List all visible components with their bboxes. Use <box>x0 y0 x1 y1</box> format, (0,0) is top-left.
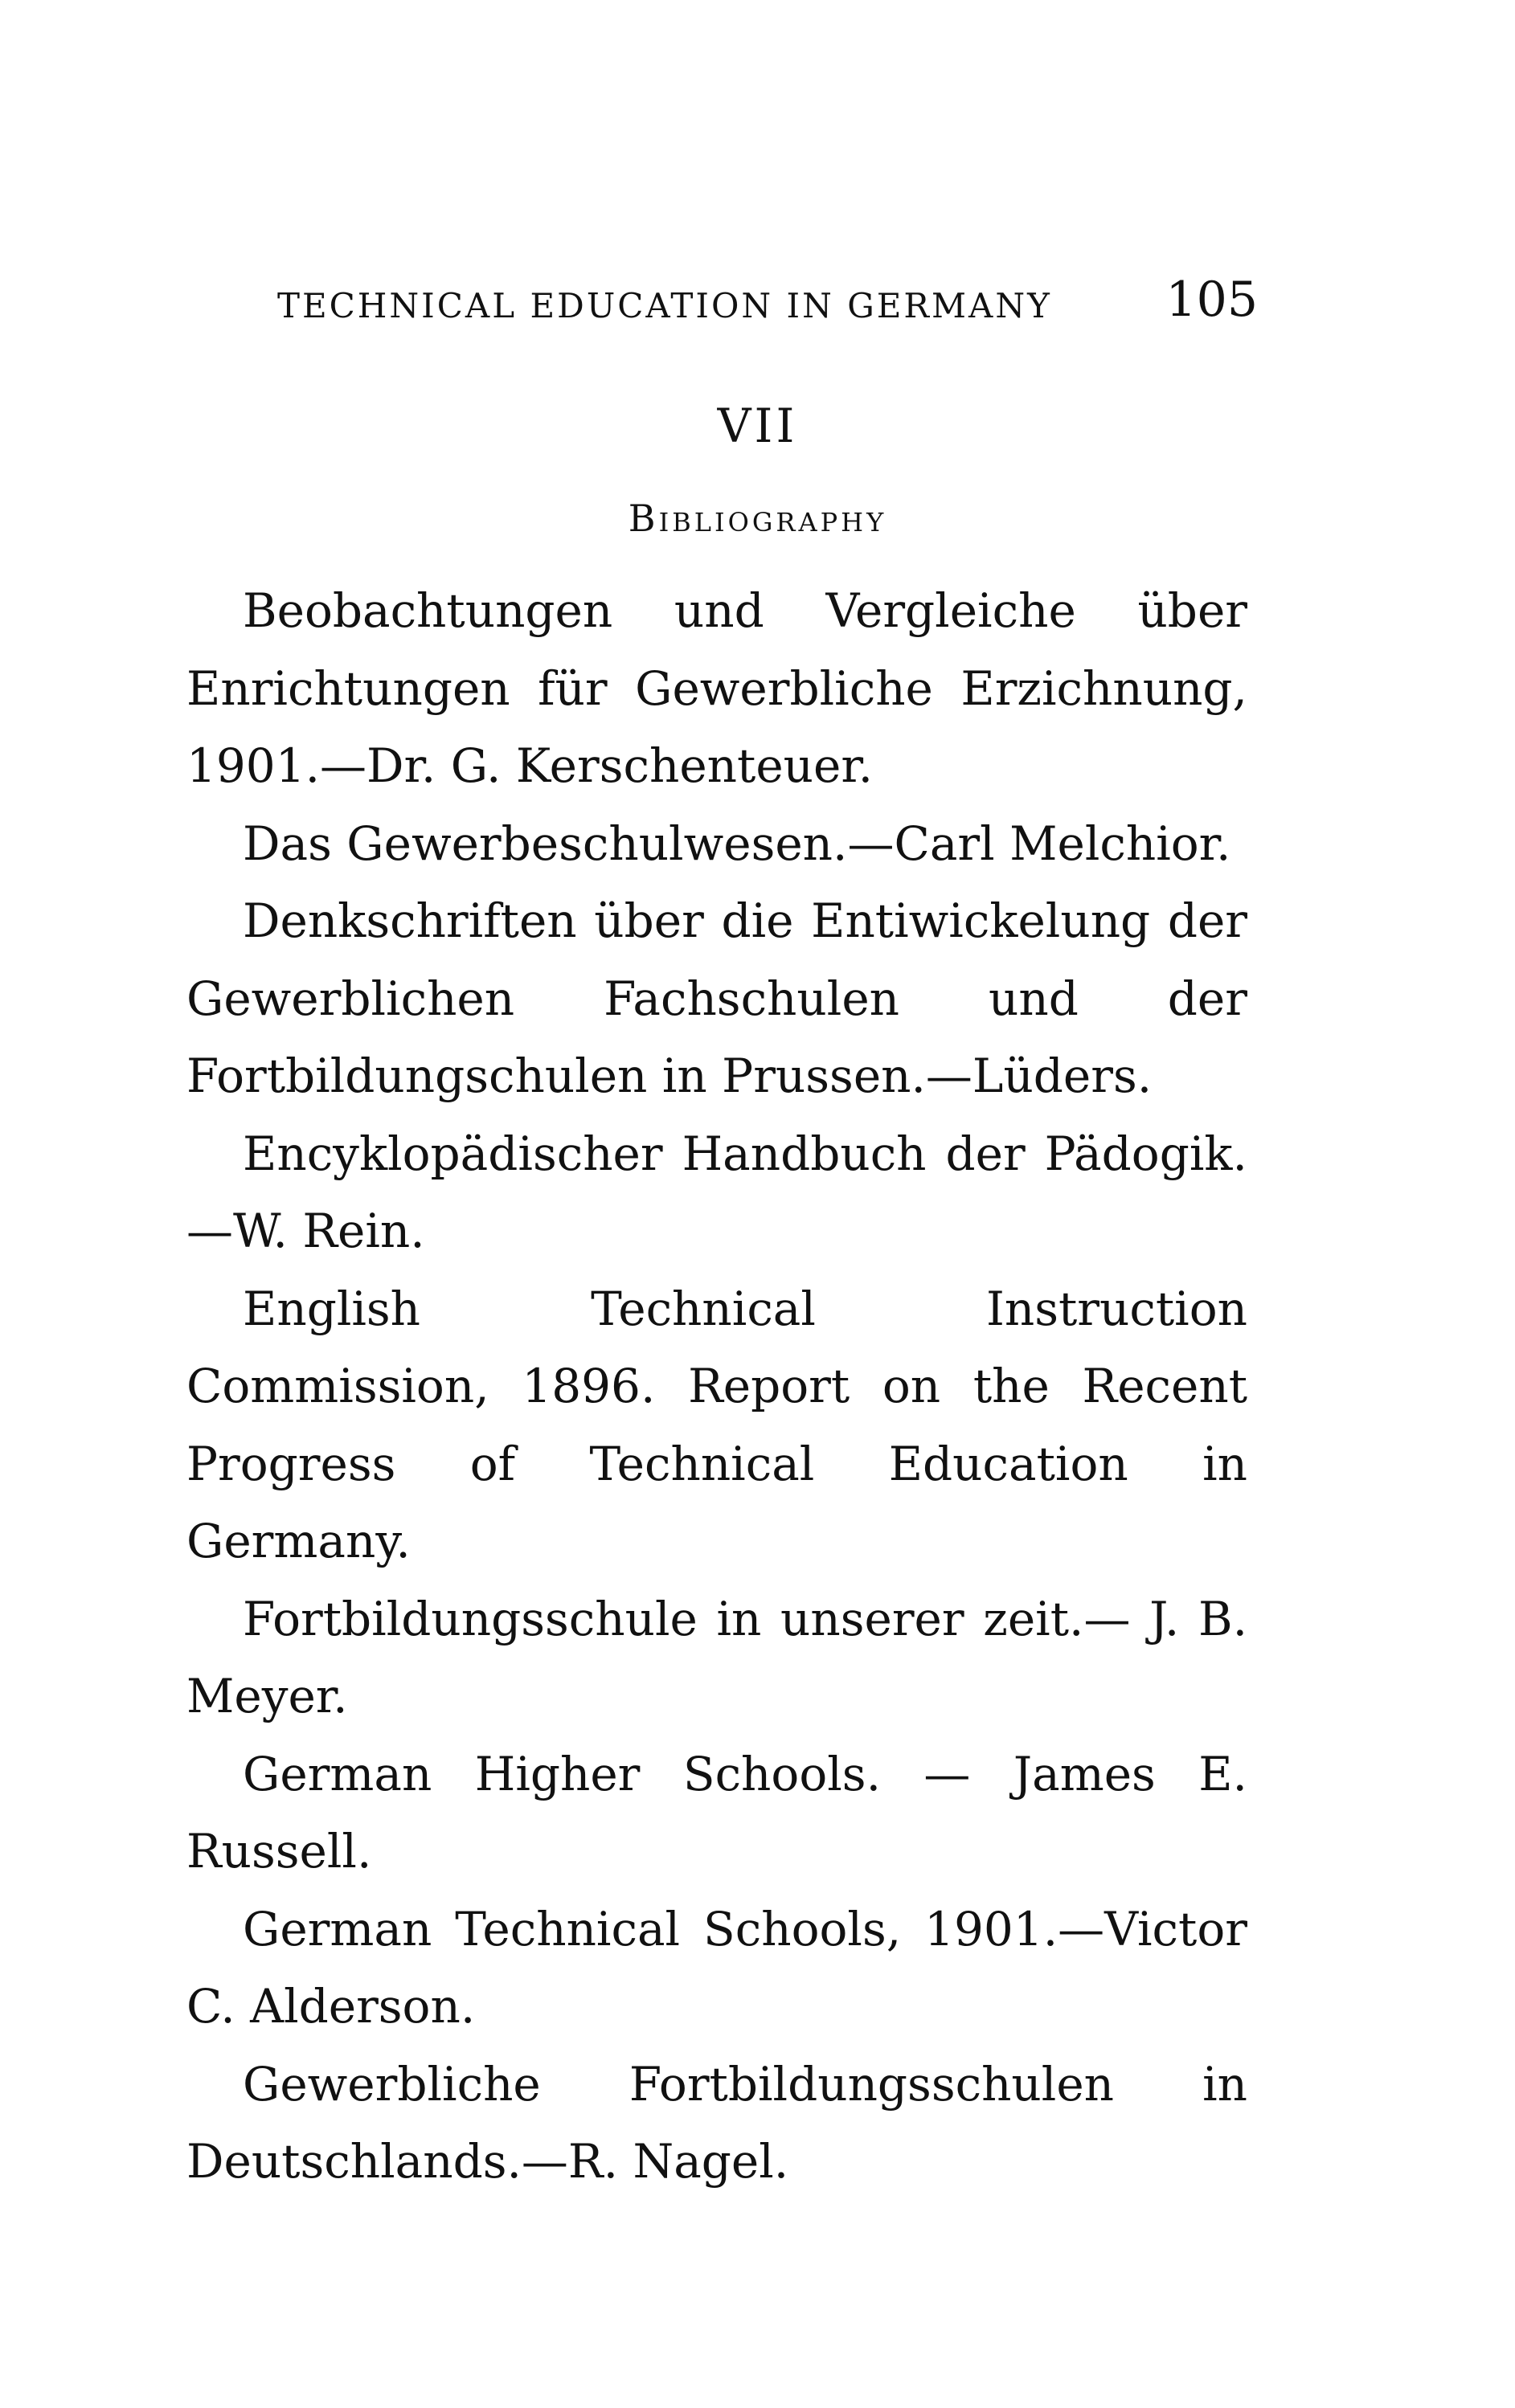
chapter-numeral: VII <box>717 399 798 453</box>
bibliography-entry: English Technical Instruction Commission, 1896. Report on the Recent Progress of Technical Education in Germany. <box>186 1281 1247 1568</box>
running-title: TECHNICAL EDUCATION IN GERMANY <box>277 286 1052 325</box>
bibliography-list <box>186 572 1247 2201</box>
bibliography-entry: Fortbildungsschule in unserer zeit.— J. B. Meyer. <box>186 1591 1247 1723</box>
bibliography-entry: Das Gewerbeschulwesen.—Carl Melchior. <box>243 816 1231 871</box>
bibliography-entry: Beobachtungen und Vergleiche über Enrichtungen für Gewerbliche Erzichnung, 1901.—Dr. G. Kerschenteuer. <box>186 583 1247 793</box>
bibliography-entry: Denkschriften über die Entiwickelung der Gewerblichen Fachschulen und der Fortbildungschulen in Prussen.—Lüders. <box>186 893 1247 1103</box>
page-number: 105 <box>1165 272 1258 328</box>
bibliography-entry: Gewerbliche Fortbildungsschulen in Deutschlands.—R. Nagel. <box>186 2056 1247 2189</box>
bibliography-entry: Encyklopädischer Handbuch der Pädogik. —W. Rein. <box>186 1126 1247 1258</box>
bibliography-entry: German Higher Schools. — James E. Russell. <box>186 1746 1247 1879</box>
running-head <box>277 272 1258 328</box>
bibliography-entry: German Technical Schools, 1901.—Victor C. Alderson. <box>186 1901 1247 2034</box>
section-title: Bibliography <box>628 497 887 540</box>
